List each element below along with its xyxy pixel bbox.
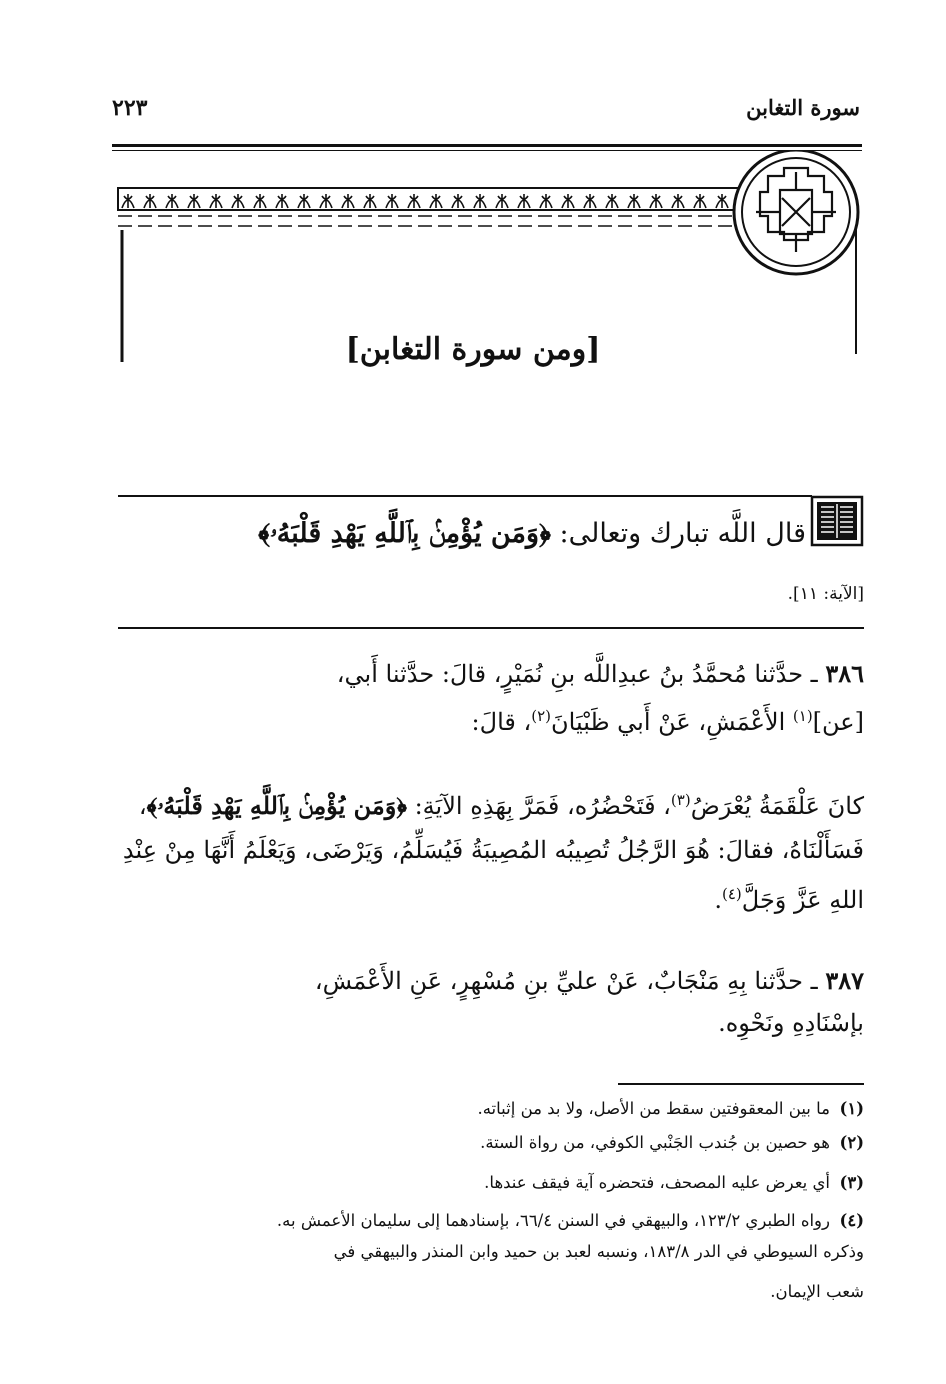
running-title: سورة التغابن (746, 95, 860, 120)
hadith-text: كانَ عَلْقَمَةُ يُعْرَضُ (690, 792, 864, 820)
hadith-386-line1 (122, 653, 864, 695)
quran-verse: ﴿وَمَن يُؤْمِنۢ بِٱللَّهِ يَهْدِ قَلْبَهُۥ﴾ (146, 791, 407, 820)
footnote-ref[interactable]: (١) (792, 707, 813, 725)
footnote-number: (٢) (839, 1133, 864, 1152)
hadith-text: ، فَسَأَلْنَاهُ، فقالَ: هُوَ الرَّجُلُ تُصِيبُه المُصِيبَةُ فَيُسَلِّمُ، وَيَرْضَى، وَيَعْلَمُ أَنَّهَا مِنْ عِنْدِ اللهِ عَزَّ وَجَلَّ (122, 792, 864, 914)
verse-reference: [الآية: ١١]. (787, 584, 864, 604)
footnote-text: أي يعرض عليه المصحف، فتحضره آية فيقف عندها. (484, 1173, 830, 1192)
footnote-number: (٤) (839, 1211, 864, 1230)
hadith-text: الأَعْمَشِ، عَنْ أَبي ظَبْيَانَ (551, 708, 793, 736)
verse-intro: قال اللَّه تبارك وتعالى: (550, 518, 806, 549)
hadith-386-line2 (122, 695, 864, 743)
verse-box-frame (118, 495, 864, 630)
footnote-number: (٣) (839, 1173, 864, 1192)
header-rule-thick (112, 144, 862, 147)
quran-verse: ﴿وَمَن يُؤْمِنۢ بِٱللَّهِ يَهْدِ قَلْبَهُۥ﴾ (258, 518, 551, 549)
hadith-387 (122, 960, 864, 1044)
footnote-4-continuation-end: شعب الإيمان. (770, 1282, 864, 1301)
book-icon (810, 495, 864, 547)
footnote-separator (618, 1083, 864, 1085)
footnote-text: هو حصين بن جُندب الجَنْبي الكوفي، من رواة الستة. (480, 1133, 830, 1152)
footnote-ref[interactable]: (٢) (531, 707, 552, 725)
hadith-387-line1 (122, 960, 864, 1002)
hadith-text: ـ حدَّثنا مُحمَّدُ بنُ عبدِاللَّه بنِ نُمَيْرٍ، قالَ: حدَّثنا أَبي، (336, 660, 818, 688)
footnote-ref[interactable]: (٤) (722, 885, 742, 903)
floral-border-icon (122, 194, 728, 208)
footnote-ref[interactable]: (٣) (670, 791, 691, 809)
hadith-alqama (122, 778, 864, 922)
footnote-3 (114, 1170, 864, 1196)
hadith-number: ٣٨٧ (825, 966, 864, 995)
footnote-4-continuation: وذكره السيوطي في الدر ١٨٣/٨، ونسبه لعبد بن حميد وابن المنذر والبيهقي في (333, 1242, 864, 1261)
hadith-text: ، قالَ: (471, 708, 532, 736)
hadith-386 (122, 653, 864, 743)
hadith-text: ، فَتَحْضُرُه، فَمَرَّ بِهَذِهِ الآيَةِ: (406, 792, 671, 820)
hadith-text: . (714, 886, 722, 914)
footnote-1 (114, 1096, 864, 1122)
geometric-medallion-icon (734, 150, 858, 274)
verse-line (116, 518, 806, 550)
footnote-text: رواه الطبري ١٢٣/٢، والبيهقي في السنن ٦٦/٤، بإسنادهما إلى سليمان الأعمش به. (276, 1211, 830, 1230)
page-number: ٢٢٣ (112, 95, 148, 121)
bracket-insert: [عن] (812, 708, 864, 736)
hadith-text: ـ حدَّثنا بِهِ مَنْجَابٌ، عَنْ عليِّ بنِ مُسْهِرٍ، عَنِ الأَعْمَشِ، (314, 967, 818, 995)
surah-heading: [ومن سورة التغابن] (345, 332, 601, 367)
hadith-number: ٣٨٦ (825, 659, 864, 688)
footnote-4 (114, 1208, 864, 1234)
footnote-2 (114, 1130, 864, 1156)
footnote-number: (١) (839, 1099, 864, 1118)
hadith-387-line2: بإسْنَادِهِ ونَحْوِه. (718, 1009, 864, 1037)
footnote-text: ما بين المعقوفتين سقط من الأصل، ولا بد من إثباته. (477, 1099, 830, 1118)
